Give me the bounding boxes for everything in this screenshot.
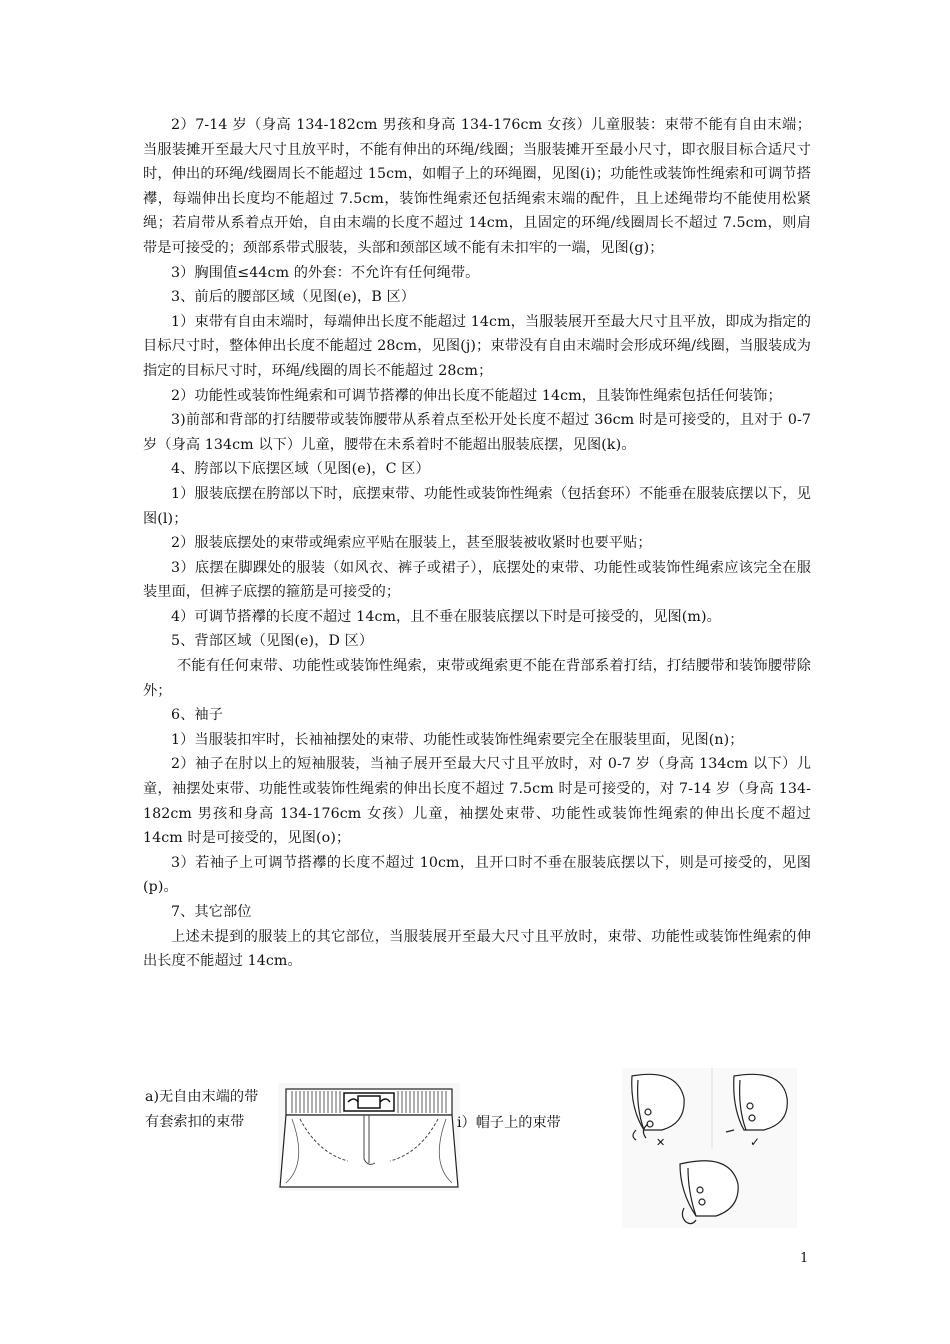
paragraph: 3)前部和背部的打结腰带或装饰腰带从系着点至松开处长度不超过 36cm 时是可接受的，且对于 0-7 岁（身高 134cm 以下）儿童，腰带在未系着时不能超出服装底摆，见图(k)。 bbox=[143, 412, 811, 453]
figure-a-shorts-illustration bbox=[278, 1083, 460, 1191]
paragraph: 上述未提到的服装上的其它部位，当服装展开至最大尺寸且平放时，束带、功能性或装饰性绳索的伸出长度不能超过 14cm。 bbox=[143, 928, 811, 970]
paragraph: 不能有任何束带、功能性或装饰性绳索，束带或绳索更不能在背部系着打结，打结腰带和装饰腰带除外； bbox=[143, 658, 811, 699]
body-text bbox=[143, 113, 811, 974]
figure-i-caption: i）帽子上的束带 bbox=[457, 1115, 561, 1131]
page-number: 1 bbox=[800, 1251, 809, 1266]
paragraph: 2）功能性或装饰性绳索和可调节搭襻的伸出长度不能超过 14cm，且装饰性绳索包括任何装饰； bbox=[171, 387, 782, 404]
section-heading: 5、背部区域（见图(e)，D 区） bbox=[171, 633, 374, 650]
paragraph: 3）底摆在脚踝处的服装（如风衣、裤子或裙子），底摆处的束带、功能性或装饰性绳索应该完全在服装里面，但裤子底摆的箍筋是可接受的； bbox=[143, 559, 811, 601]
paragraph: 3）胸围值≤44cm 的外套：不允许有任何绳带。 bbox=[171, 264, 480, 281]
paragraph: 4）可调节搭襻的长度不超过 14cm，且不垂在服装底摆以下时是可接受的，见图(m)。 bbox=[171, 608, 721, 625]
section-heading: 3、前后的腰部区域（见图(e)，B 区） bbox=[171, 289, 416, 306]
x-mark: ✕ bbox=[656, 1136, 666, 1149]
paragraph: 1）束带有自由末端时，每端伸出长度不能超过 14cm，当服装展开至最大尺寸且平放，即成为指定的目标尺寸时，整体伸出长度不能超过 28cm，见图(j)；束带没有自由末端时会形成环绳/线圈，当服装成为指定的目标尺寸时，环绳/线圈的周长不能超过 28cm； bbox=[143, 313, 811, 379]
section-heading: 4、胯部以下底摆区域（见图(e)，C 区） bbox=[171, 461, 430, 478]
paragraph: 2）服装底摆处的束带或绳索应平贴在服装上，甚至服装被收紧时也要平贴； bbox=[171, 535, 652, 552]
figure-a-caption: a)无自由末端的带有套索扣的束带 bbox=[145, 1089, 259, 1130]
paragraph: 2）7-14 岁（身高 134-182cm 男孩和身高 134-176cm 女孩）儿童服装：束带不能有自由末端；当服装摊开至最大尺寸且放平时，不能有伸出的环绳/线圈；当服装摊开至最小尺寸，即衣服目标合适尺寸时，伸出的环绳/线圈周长不能超过 15cm，如帽子上的环绳圈，见图(i)；功能性或装饰性绳索和可调节搭襻，每端伸出长度均不能超过 7.5cm，装饰性绳索还包括绳索末端的配件，且上述绳带均不能使用松紧绳；若肩带从系着点开始，自由末端的长度不超过 14cm，且固定的环绳/线圈周长不超过 7.5cm，则肩带是可接受的；颈部系带式服装，头部和颈部区域不能有未扣牢的一端，见图(g)； bbox=[143, 117, 811, 256]
check-mark: ✓ bbox=[750, 1135, 761, 1149]
paragraph: 3）若袖子上可调节搭襻的长度不超过 10cm，且开口时不垂在服装底摆以下，则是可接受的，见图(p)。 bbox=[143, 854, 811, 896]
paragraph: 2）袖子在肘以上的短袖服装，当袖子展开至最大尺寸且平放时，对 0-7 岁（身高 134cm 以下）儿童，袖摆处束带、功能性或装饰性绳索的伸出长度不超过 7.5cm 时是可接受的，对 7-14 岁（身高 134-182cm 男孩和身高 134-176cm 女孩）儿童，袖摆处束带、功能性或装饰性绳索的伸出长度不超过 14cm 时是可接受的，见图(o)； bbox=[143, 756, 811, 847]
section-heading: 7、其它部位 bbox=[171, 904, 252, 920]
section-heading: 6、袖子 bbox=[171, 707, 223, 724]
paragraph: 1）当服装扣牢时，长袖袖摆处的束带、功能性或装饰性绳索要完全在服装里面，见图(n)； bbox=[171, 731, 744, 748]
paragraph: 1）服装底摆在胯部以下时，底摆束带、功能性或装饰性绳索（包括套环）不能垂在服装底摆以下，见图(l)； bbox=[143, 485, 811, 527]
figure-i-hood-illustration bbox=[622, 1068, 797, 1228]
